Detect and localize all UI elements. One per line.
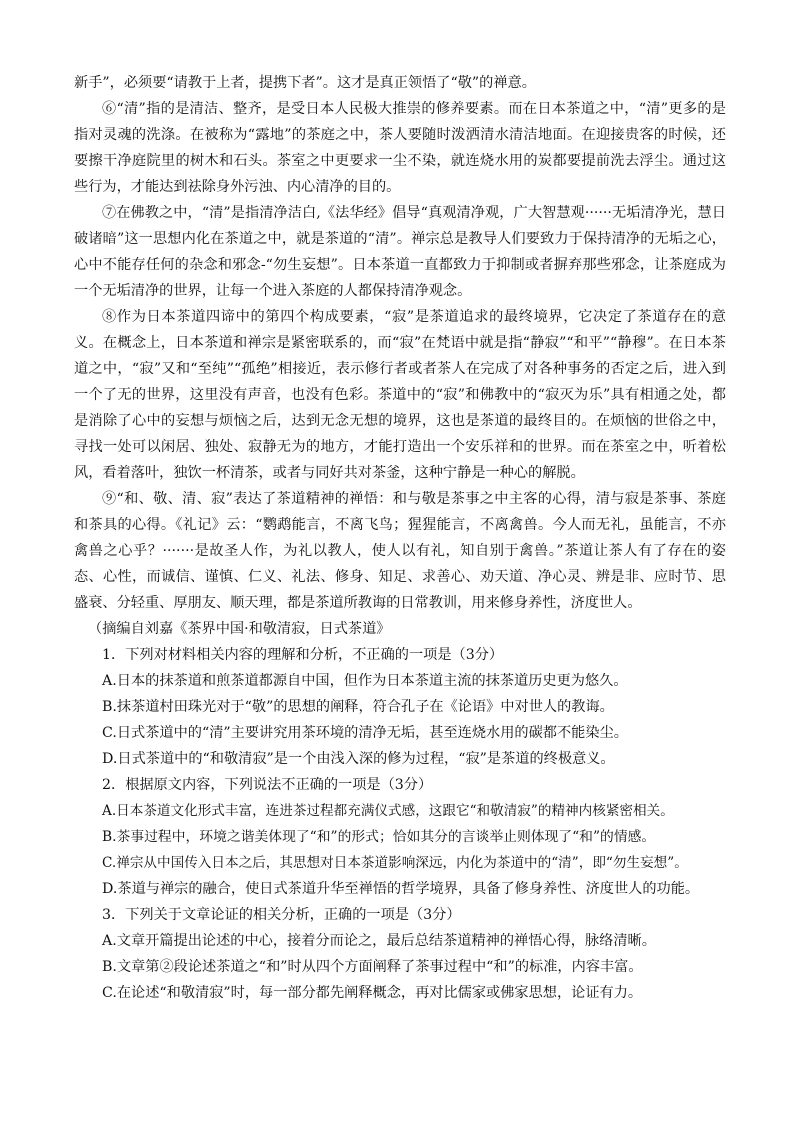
option-a: A.日本茶道文化形式丰富，连进茶过程都充满仪式感，这跟它“和敬清寂”的精神内核紧密相关。 bbox=[102, 803, 674, 819]
question-stem: 2．根据原文内容，下列说法不正确的一项是（3分） bbox=[102, 777, 433, 793]
question-2 bbox=[74, 772, 726, 902]
option-b: B.抹茶道村田珠光对于“敬”的思想的阐释，符合孔子在《论语》中对世人的教诲。 bbox=[102, 699, 614, 715]
option-c: C.日式茶道中的“清”主要讲究用茶环境的清净无垢，甚至连烧水用的碳都不能染尘。 bbox=[102, 725, 628, 741]
question-1 bbox=[74, 642, 726, 772]
paragraph-7: ⑦在佛教之中，“清”是指清净洁白,《法华经》倡导“真观清净观，广大智慧观······无垢清净光，慧日破诸暗”这一思想内化在茶道之中，就是茶道的“清”。禅宗总是教导人们要致力于保持清净的无垢之心，心中不能存任何的杂念和邪念-“勿生妄想”。日本茶道一直都致力于抑制或者摒弃那些邪念，让茶庭成为一个无垢清净的世界，让每一个进入茶庭的人都保持清净观念。 bbox=[74, 205, 726, 299]
document-page bbox=[74, 70, 726, 1006]
paragraph-8: ⑧作为日本茶道四谛中的第四个构成要素，“寂”是茶道追求的最终境界，它决定了茶道存在的意义。在概念上，日本茶道和禅宗是紧密联系的，而“寂”在梵语中就是指“静寂”“和平”“静穆”。在日本茶道之中，“寂”又和“至纯”“孤绝”相接近，表示修行者或者茶人在完成了对各种事务的否定之后，进入到一个了无的世界，这里没有声音，也没有色彩。茶道中的“寂”和佛教中的“寂灭为乐”具有相通之处，都是消除了心中的妄想与烦恼之后，达到无念无想的境界，这也是茶道的最终目的。在烦恼的世俗之中，寻找一处可以闲居、独处、寂静无为的地方，才能打造出一个安乐祥和的世界。而在茶室之中，听着松风，看着落叶，独饮一杯清茶，或者与同好共对茶釜，这种宁静是一种心的解脱。 bbox=[74, 309, 726, 481]
option-c: C.禅宗从中国传入日本之后，其思想对日本茶道影响深远，内化为茶道中的“清”，即“勿生妄想”。 bbox=[102, 855, 688, 871]
option-d: D.茶道与禅宗的融合，使日式茶道升华至禅悟的哲学境界，具备了修身养性、济度世人的功能。 bbox=[102, 881, 700, 897]
paragraph-6: ⑥“清”指的是清洁、整齐，是受日本人民极大推崇的修养要素。而在日本茶道之中，“清”更多的是指对灵魂的洗涤。在被称为“露地”的茶庭之中，茶人要随时泼洒清水清洁地面。在迎接贵客的时候，还要擦干净庭院里的树木和石头。茶室之中更要求一尘不染，就连烧水用的炭都要提前洗去浮尘。通过这些行为，才能达到祛除身外污浊、内心清净的目的。 bbox=[74, 101, 726, 195]
option-d: D.日式茶道中的“和敬清寂”是一个由浅入深的修为过程，“寂”是茶道的终极意义。 bbox=[102, 751, 615, 767]
paragraph-9: ⑨“和、敬、清、寂”表达了茶道精神的禅悟：和与敬是茶事之中主客的心得，清与寂是茶事、茶庭和茶具的心得。《礼记》云：“鹦鹉能言，不离飞鸟；猩猩能言，不离禽兽。今人而无礼，虽能言，不亦禽兽之心乎？·······是故圣人作，为礼以教人，使人以有礼，知自别于禽兽。”茶道让茶人有了存在的姿态、心性，而诚信、谨慎、仁义、礼法、修身、知足、求善心、劝天道、净心灵、辨是非、应时节、思盛衰、分轻重、厚朋友、顺天理，都是茶道所教诲的日常教训，用来修身养性，济度世人。 bbox=[74, 491, 726, 611]
option-a: A.日本的抹茶道和煎茶道都源自中国，但作为日本茶道主流的抹茶道历史更为悠久。 bbox=[102, 673, 628, 689]
paragraph-continuation: 新手”，必须要“请教于上者，提携下者”。这才是真正领悟了“敬”的禅意。 bbox=[74, 75, 536, 91]
option-b: B.茶事过程中，环境之谐美体现了“和”的形式；恰如其分的言谈举止则体现了“和”的情感。 bbox=[102, 829, 656, 845]
question-stem: 1．下列对材料相关内容的理解和分析，不正确的一项是（3分） bbox=[102, 647, 504, 663]
source-citation: （摘编自刘嘉《茶界中国·和敬清寂，日式茶道》 bbox=[88, 621, 391, 637]
question-3 bbox=[74, 902, 726, 1006]
option-a: A.文章开篇提出论述的中心，接着分而论之，最后总结茶道精神的禅悟心得，脉络清晰。 bbox=[102, 933, 656, 949]
option-b: B.文章第②段论述茶道之“和”时从四个方面阐释了茶事过程中“和”的标准，内容丰富。 bbox=[102, 959, 643, 975]
option-c: C.在论述“和敬清寂”时，每一部分都先阐释概念，再对比儒家或佛家思想，论证有力。 bbox=[102, 985, 643, 1001]
question-stem: 3．下列关于文章论证的相关分析，正确的一项是（3分） bbox=[102, 907, 461, 923]
